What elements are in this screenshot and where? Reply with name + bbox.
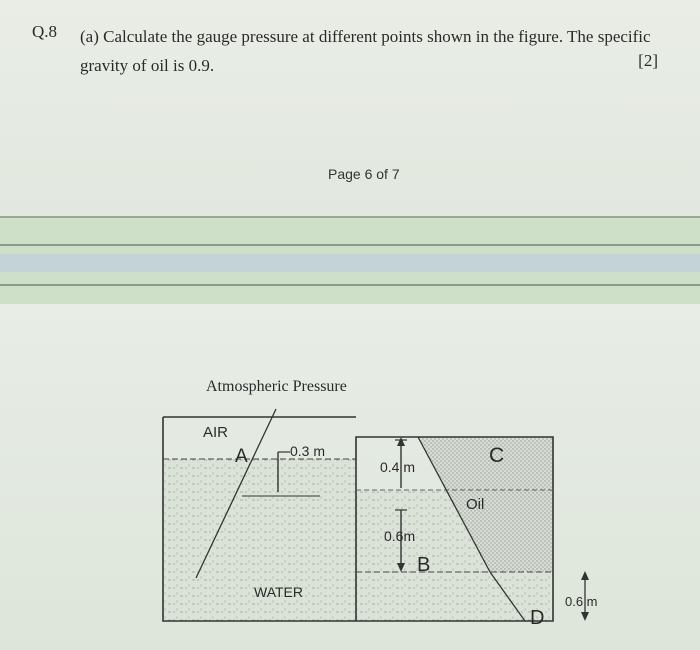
point-a-label: A — [235, 446, 248, 467]
point-c-label: C — [489, 444, 505, 467]
dimension-oil-label: 0.4 m — [380, 459, 416, 475]
dimension-d-label: 0.6 m — [565, 594, 598, 609]
dimension-b-label: 0.6m — [384, 528, 416, 544]
arrowhead-up-icon — [581, 571, 589, 580]
arrowhead-down-icon — [581, 612, 589, 621]
water-label: WATER — [254, 584, 303, 600]
oil-label: Oil — [466, 496, 485, 513]
dimension-a-label: 0.3 m — [290, 443, 326, 459]
point-b-label: B — [417, 554, 431, 576]
air-label: AIR — [203, 424, 229, 441]
figure-caption: Atmospheric Pressure — [206, 378, 347, 395]
arrowhead-up-icon — [397, 437, 405, 446]
question-marks: [2] — [638, 51, 658, 70]
page-number: Page 6 of 7 — [328, 166, 400, 182]
point-d-label: D — [530, 607, 545, 629]
question-number: Q.8 — [32, 22, 58, 41]
question-text: (a) Calculate the gauge pressure at different points shown in the figure. The specific gravity of oil is 0.9. — [80, 27, 651, 75]
